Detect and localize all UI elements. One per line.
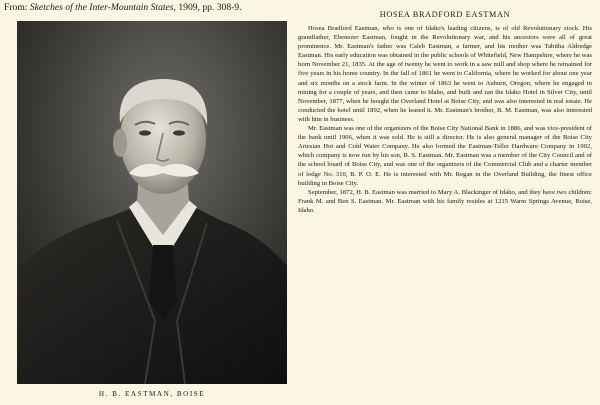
source-book-title: Sketches of the Inter-Mountain States <box>29 2 174 13</box>
portrait-illustration <box>17 21 287 384</box>
biography-article <box>298 10 592 400</box>
source-citation <box>4 2 242 14</box>
article-title: HOSEA BRADFORD EASTMAN <box>379 10 511 19</box>
portrait-photo <box>17 21 287 384</box>
article-paragraph: September, 1872, H. B. Eastman was married to Mary A. Blackinger of Idaho, and they have two children: Frank M. and Ben S. Eastman. Mr. Eastman with his family resides at 1215 Warm Springs Avenue, Boise, Idaho. <box>298 188 592 214</box>
photo-caption: H. B. EASTMAN, BOISE <box>98 390 206 398</box>
source-suffix: , 1909, pp. 308-9. <box>173 2 242 13</box>
source-prefix: From: <box>4 2 30 13</box>
article-paragraph: Mr. Eastman was one of the organizers of the Boise City National Bank in 1886, and was vice-president of the bank until 1906, when it was sold. He is still a director. He is also general manager of the Boise City Artesian Hot and Cold Water Company. He also formed the Eastman-Teller Hardware Company in 1902, which company is now run by his son, B. S. Eastman. Mr. Eastman was a member of the City Council and of the school board of Boise City, and was one of the organizers of the Commercial Club and a charter member of lodge No. 310, B. P. O. E. He is interested with Mr. Regan in the Overland Building, the finest office building in Boise City. <box>298 125 592 187</box>
article-paragraph: Hosea Bradford Eastman, who is one of Idaho's leading citizens, is of old Revolutionary stock. His grandfather, Ebenezer Eastman, fought in the Revolutionary war, and his ancestors were all of great prominence. Mr. Eastman's father was Caleb Eastman, a farmer, and his mother was Tabitha Aldredge Eastman. His early education was obtained in the public schools of Whitefield, New Hampshire, where he was born November 21, 1835. At the age of twenty he went to work in a saw mill and shop where he remained for five years in his home country. In the fall of 1861 he went to California, where he worked for about one year and six months on a stock farm. In the winter of 1863 he went to Auburn, Oregon, where he engaged in mining for a couple of years, and then came to Idaho, and built and ran the Idaho Hotel in Silver City, until November, 1877, when he bought the Overland Hotel at Boise City, and was also interested in real estate. He conducted the hotel until 1892, when he leased it. Mr. Eastman's brother, B. M. Eastman, was also interested with him in business. <box>298 25 592 123</box>
